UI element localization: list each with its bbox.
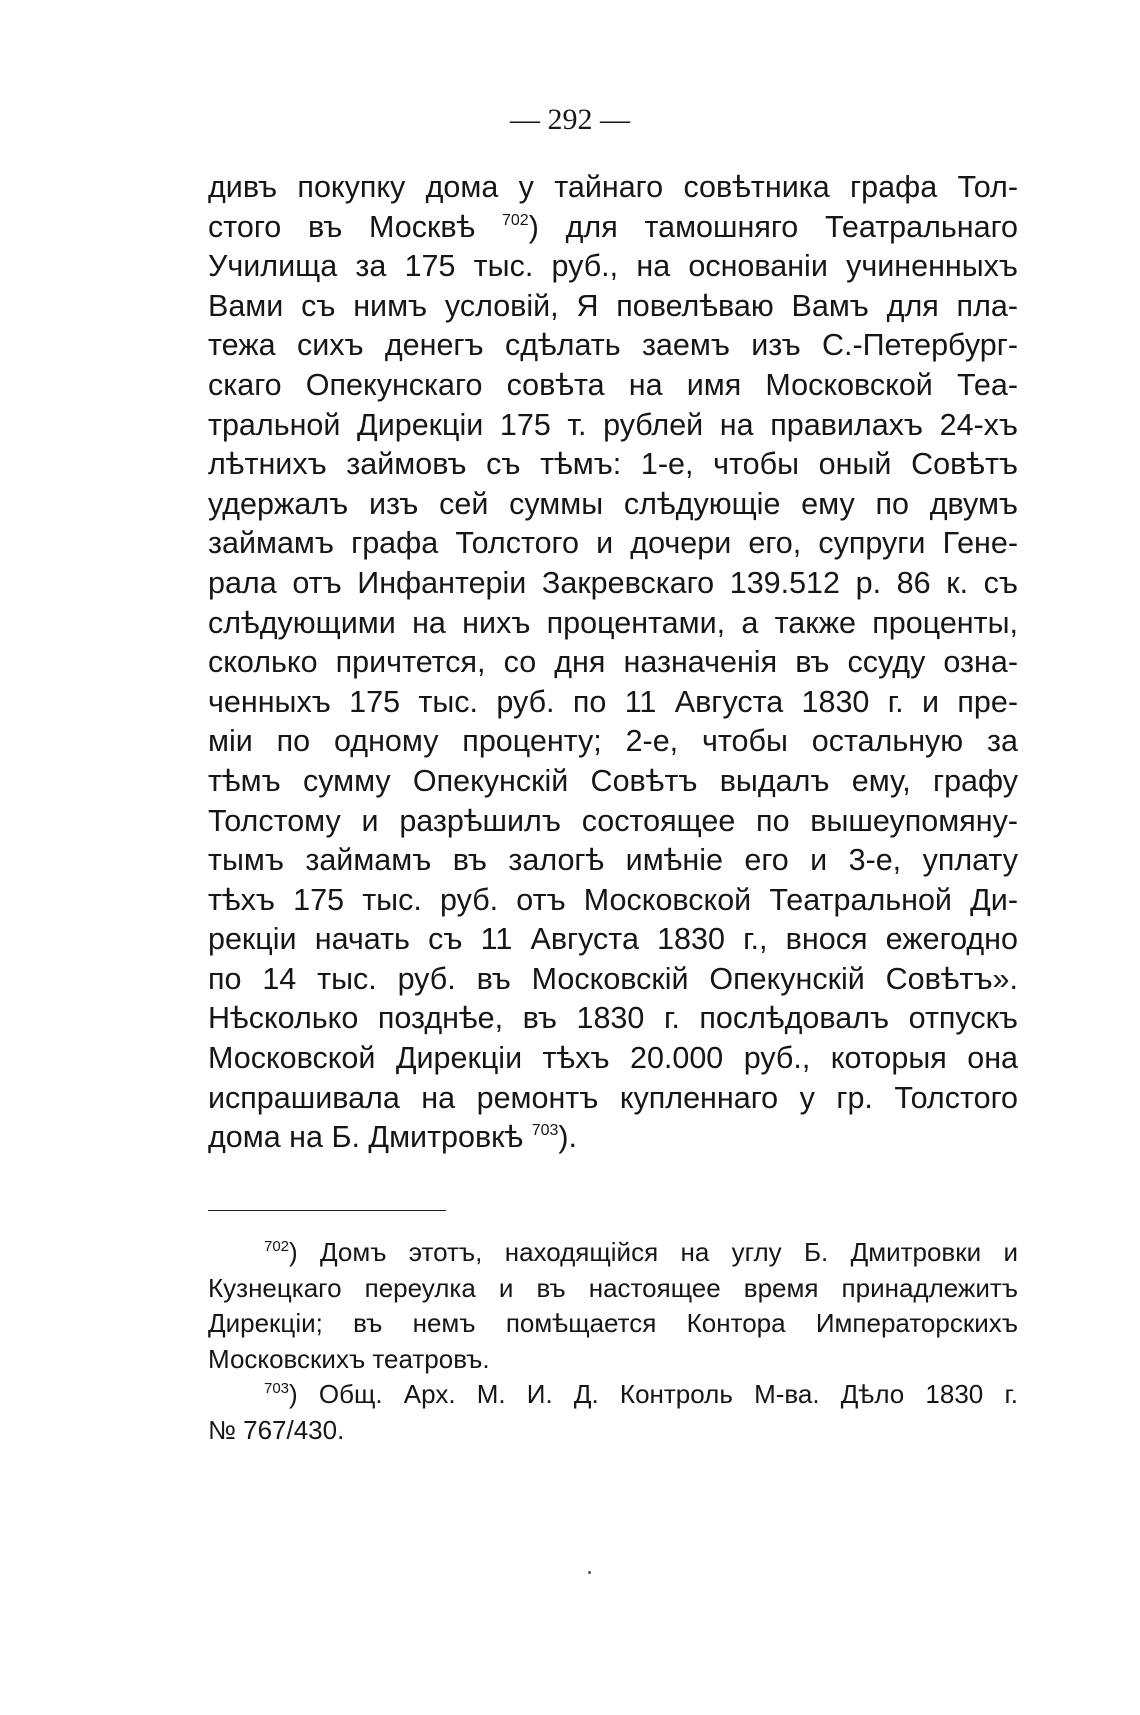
body-line-2-text: стого въ Москвѣ <box>208 209 502 244</box>
footnote-702-line-3: Дирекцiи; въ немъ помѣщается Контора Императорскихъ <box>208 1308 1018 1338</box>
body-line-25-after: ). <box>558 1120 578 1155</box>
body-line-1: дивъ покупку дома у тайнаго совѣтника графа Тол- <box>208 170 1018 204</box>
body-line-18: тымъ займамъ въ залогѣ имѣнiе его и 3-е, уплату <box>208 843 1018 878</box>
body-line-3: Училища за 175 тыс. руб., на основанiи учиненныхъ <box>208 249 1018 284</box>
body-line-25 <box>208 1118 1018 1158</box>
body-line-21: по 14 тыс. руб. въ Московскiй Опекунскiй Совѣтъ». <box>208 961 1018 996</box>
footnote-702-line-4: Московскихъ театровъ. <box>208 1343 490 1374</box>
body-line-20: рекцiи начать съ 11 Августа 1830 г., внося ежегодно <box>208 922 1018 957</box>
footnote-702-number: 702 <box>264 1238 290 1255</box>
footnote-702-line-2: Кузнецкаго переулка и въ настоящее время принадлежитъ <box>208 1272 1018 1303</box>
body-line-2 <box>208 208 1018 248</box>
footnote-ref-703: 703 <box>531 1122 559 1140</box>
body-line-10: займамъ графа Толстого и дочери его, супруги Гене- <box>208 526 1018 561</box>
body-line-14: ченныхъ 175 тыс. руб. по 11 Августа 1830 г. и пре- <box>208 684 1018 719</box>
footnote-ref-702: 702 <box>502 211 529 229</box>
body-line-2-after: ) для тамошняго Театральнаго <box>528 209 1018 244</box>
body-line-13: сколько причтется, со дня назначенiя въ ссуду озна- <box>208 645 1018 680</box>
body-line-9: удержалъ изъ сей суммы слѣдующiе ему по двумъ <box>208 486 1018 521</box>
footnote-703-number: 703 <box>264 1380 290 1397</box>
body-line-23: Московской Дирекцiи тѣхъ 20.000 руб., которыя она <box>208 1041 1018 1076</box>
body-line-12: слѣдующими на нихъ процентами, а также проценты, <box>208 605 1018 640</box>
body-line-5: тежа сихъ денегъ сдѣлать заемъ изъ С.-Петербург- <box>208 328 1018 363</box>
print-speck <box>588 1571 591 1574</box>
footnote-702-text-1: ) Домъ этотъ, находящiйся на углу Б. Дмитровки и <box>289 1237 1018 1267</box>
page-number: — 292 — <box>510 103 630 136</box>
footnote-divider <box>208 1210 446 1211</box>
footnote-703-text-1: ) Общ. Арх. М. И. Д. Контроль М-ва. Дѣло 1830 г. <box>289 1379 1018 1409</box>
body-line-6: скаго Опекунскаго совѣта на имя Московской Теа- <box>208 367 1018 402</box>
footnotes <box>208 1235 1018 1448</box>
body-line-15: мiи по одному проценту; 2-е, чтобы остальную за <box>208 724 1018 759</box>
footnote-702-line-1 <box>208 1235 1018 1271</box>
footnote-703-line-2: № 767/430. <box>208 1414 345 1445</box>
body-line-16: тѣмъ сумму Опекунскiй Совѣтъ выдалъ ему, графу <box>208 763 1018 798</box>
body-line-22: Нѣсколько позднѣе, въ 1830 г. послѣдовалъ отпускъ <box>208 1001 1018 1036</box>
body-line-4: Вами съ нимъ условiй, Я повелѣваю Вамъ для пла- <box>208 288 1018 323</box>
footnote-703-line-1 <box>208 1377 1018 1413</box>
body-line-8: лѣтнихъ займовъ съ тѣмъ: 1-е, чтобы оный Совѣтъ <box>208 447 1018 482</box>
body-line-24: испрашивала на ремонтъ купленнаго у гр. Толстого <box>208 1080 1018 1115</box>
body-text <box>208 168 1018 1158</box>
body-line-25-text: дома на Б. Дмитровкѣ <box>208 1120 532 1155</box>
body-line-19: тѣхъ 175 тыс. руб. отъ Московской Театральной Ди- <box>208 882 1018 917</box>
body-line-11: рала отъ Инфантерiи Закревскаго 139.512 р. 86 к. съ <box>208 565 1018 600</box>
body-line-7: тральной Дирекцiи 175 т. рублей на правилахъ 24-хъ <box>208 407 1018 442</box>
body-line-17: Толстому и разрѣшилъ состоящее по вышеупомяну- <box>208 803 1018 838</box>
